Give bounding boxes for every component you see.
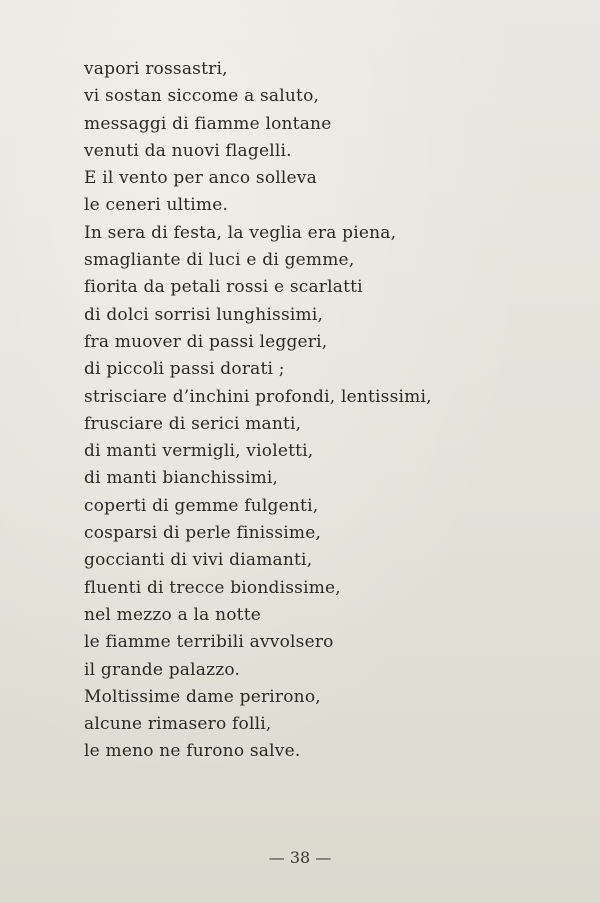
poem-line: vi sostan siccome a saluto, (84, 86, 320, 107)
poem-line: venuti da nuovi flagelli. (84, 140, 292, 161)
page-number: — 38 — (268, 848, 332, 867)
poem-line: frusciare di serici manti, (84, 413, 302, 434)
poem-line: E il vento per anco solleva (84, 168, 317, 189)
poem-line: strisciare d’inchini profondi, lentissimi, (84, 386, 432, 407)
poem-line: goccianti di vivi diamanti, (84, 550, 313, 571)
poem-line: le meno ne furono salve. (84, 741, 301, 762)
poem-line: vapori rossastri, (84, 59, 228, 79)
poem-line: fra muover di passi leggeri, (84, 331, 328, 352)
poem-line: fiorita da petali rossi e scarlatti (84, 277, 363, 298)
poem-line: di manti vermigli, violetti, (84, 441, 314, 462)
poem-line: alcune rimasero folli, (84, 714, 272, 735)
poem-line: nel mezzo a la notte (84, 604, 262, 625)
poem-line: Moltissime dame perirono, (84, 686, 321, 707)
poem-line: fluenti di trecce biondissime, (84, 577, 341, 598)
poem-line: le fiamme terribili avvolsero (84, 632, 334, 653)
poem-line: di piccoli passi dorati ; (84, 359, 285, 380)
poem-text (84, 56, 584, 766)
poem-line: coperti di gemme fulgenti, (84, 495, 319, 516)
poem-line: cosparsi di perle finissime, (84, 523, 322, 544)
poem-line: di dolci sorrisi lunghissimi, (84, 304, 324, 325)
poem-line: le ceneri ultime. (84, 195, 229, 216)
poem-line: In sera di festa, la veglia era piena, (84, 222, 397, 243)
poem-line: smagliante di luci e di gemme, (84, 250, 355, 271)
poem-line: il grande palazzo. (84, 659, 241, 680)
poem-line: messaggi di fiamme lontane (84, 113, 332, 134)
poem-line: di manti bianchissimi, (84, 468, 279, 489)
